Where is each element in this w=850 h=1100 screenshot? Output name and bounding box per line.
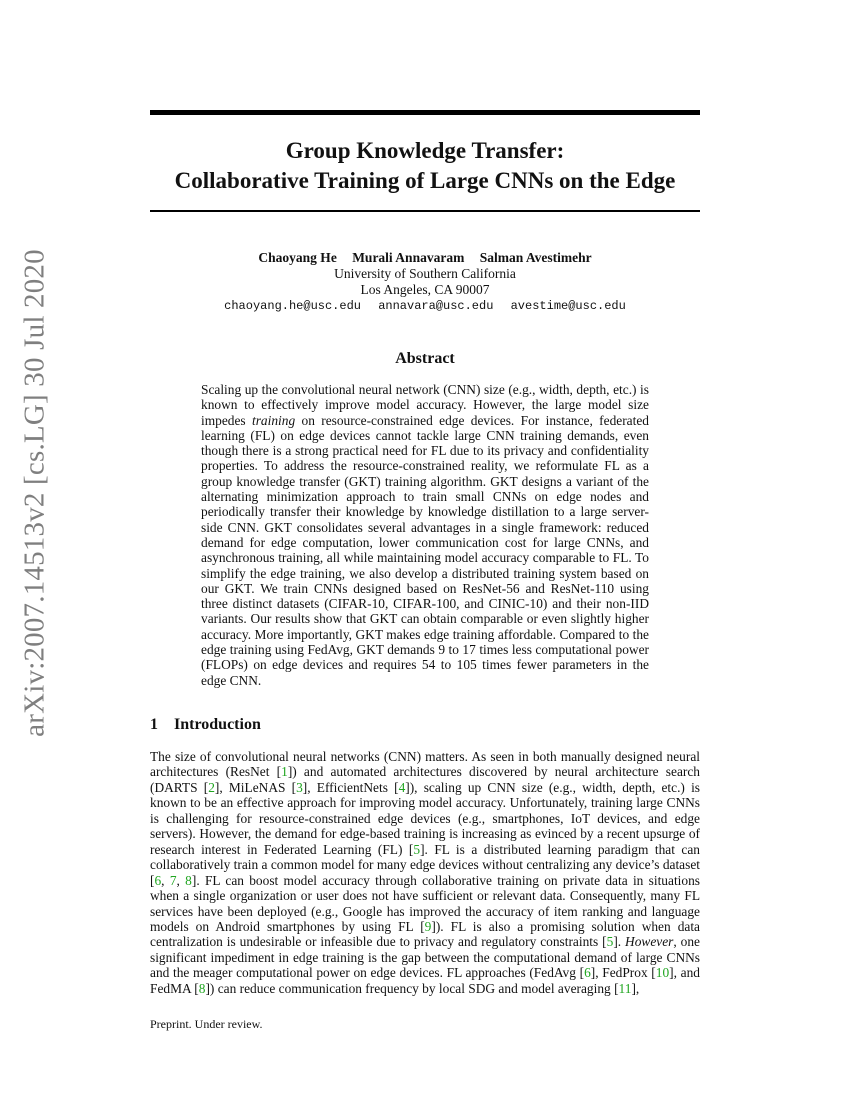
abstract-text: Scaling up the convolutional neural network (CNN) size (e.g., width, depth, etc.) is known to effectively improve model accuracy. However, the large model size impedes training on resource-constrained edge devices. For instance, federated learning (FL) on edge devices cannot tackle large CNN training demands, even though there is a strong practical need for FL due to its privacy and confidentiality properties. To address the resource-constrained reality, we reformulate FL as a group knowledge transfer (GKT) training algorithm. GKT designs a variant of the alternating minimization approach to train small CNNs on edge nodes and periodically transfer their knowledge by knowledge distillation to a large server-side CNN. GKT consolidates several advantages in a single framework: reduced demand for edge computation, lower communication cost for large CNNs, and asynchronous training, all while maintaining model accuracy comparable to FL. To simplify the edge training, we also develop a distributed training system based on our GKT. We train CNNs designed based on ResNet-56 and ResNet-110 using three distinct datasets (CIFAR-10, CIFAR-100, and CINIC-10) and their non-IID variants. Our results show that GKT can obtain comparable or even slightly higher accuracy. More importantly, GKT makes edge training affordable. Compared to the edge training using FedAvg, GKT demands 9 to 17 times less computational power (FLOPs) on edge devices and requires 54 to 105 times fewer parameters in the edge CNN. (201, 382, 649, 688)
paper-title-line1: Group Knowledge Transfer: (285, 138, 565, 163)
citation-link[interactable]: 3 (296, 779, 303, 795)
section-number: 1 (150, 716, 158, 733)
author-block (150, 250, 700, 314)
paper-title-line2: Collaborative Training of Large CNNs on the Edge (174, 168, 676, 193)
emphasis: training (251, 412, 296, 428)
citation-link[interactable]: 1 (281, 764, 288, 780)
citation-link[interactable]: 10 (655, 965, 670, 981)
citation-link[interactable]: 4 (398, 779, 406, 795)
citation-link[interactable]: 8 (198, 980, 206, 996)
abstract-heading: Abstract (395, 350, 455, 367)
location: Los Angeles, CA 90007 (360, 282, 490, 297)
preprint-footer: Preprint. Under review. (150, 1017, 263, 1031)
title-rule-top (150, 110, 700, 115)
arxiv-stamp (18, 248, 52, 737)
introduction-paragraph: The size of convolutional neural networks (CNN) matters. As seen in both manually designed neural architectures (ResNet [1]) and automated architectures discovered by neural architecture search (DARTS [2], MiLeNAS [3], EfficientNets [4]), scaling up CNN size (e.g., width, depth, etc.) is known to be an effective approach for improving model accuracy. Unfortunately, training large CNNs is challenging for resource-constrained edge devices (e.g., smartphones, IoT devices, and edge servers). However, the demand for edge-based training is increasing as evinced by a recent upsurge of research interest in Federated Learning (FL) [5]. FL is a distributed learning paradigm that can collaboratively train a common model for many edge devices without centralizing any device’s dataset [6, 7, 8]. FL can boost model accuracy through collaborative training on private data in situations when a single organization or user does not have sufficient or relevant data. Consequently, many FL services have been deployed (e.g., Google has improved the accuracy of item ranking and language models on Android smartphones by using FL [9]). FL is also a promising solution when data centralization is undesirable or infeasible due to privacy and regulatory constraints [5]. However, one significant impediment in edge training is the gap between the computational demand of large CNNs and the meager computational power on edge devices. FL approaches (FedAvg [6], FedProx [10], and FedMA [8]) can reduce communication frequency by local SDG and model averaging [11], (150, 749, 701, 996)
citation-link[interactable]: 5 (606, 934, 614, 950)
email-link[interactable]: annavara@usc.edu (378, 299, 494, 313)
arxiv-stamp-text: arXiv:2007.14513v2 [cs.LG] 30 Jul 2020 (18, 248, 51, 737)
author-emails (150, 298, 700, 314)
email-link[interactable]: chaoyang.he@usc.edu (224, 299, 361, 313)
citation-link[interactable]: 11 (618, 980, 632, 996)
author-name: Murali Annavaram (352, 250, 465, 265)
email-link[interactable]: avestime@usc.edu (510, 299, 626, 313)
section-title: Introduction (174, 716, 261, 733)
citation-link[interactable]: 6 (154, 872, 162, 888)
citation-link[interactable]: 6 (584, 965, 591, 981)
citation-link[interactable]: 9 (424, 918, 432, 934)
title-rule-bottom (150, 210, 700, 212)
author-name: Chaoyang He (258, 250, 337, 265)
author-name: Salman Avestimehr (479, 250, 592, 265)
author-names (150, 250, 700, 266)
citation-link[interactable]: 7 (169, 872, 177, 888)
section-heading (150, 716, 261, 734)
citation-link[interactable]: 2 (208, 779, 215, 795)
citation-link[interactable]: 8 (185, 872, 192, 888)
emphasis: However (625, 934, 674, 950)
affiliation: University of Southern California (334, 266, 516, 281)
citation-link[interactable]: 5 (413, 841, 421, 857)
